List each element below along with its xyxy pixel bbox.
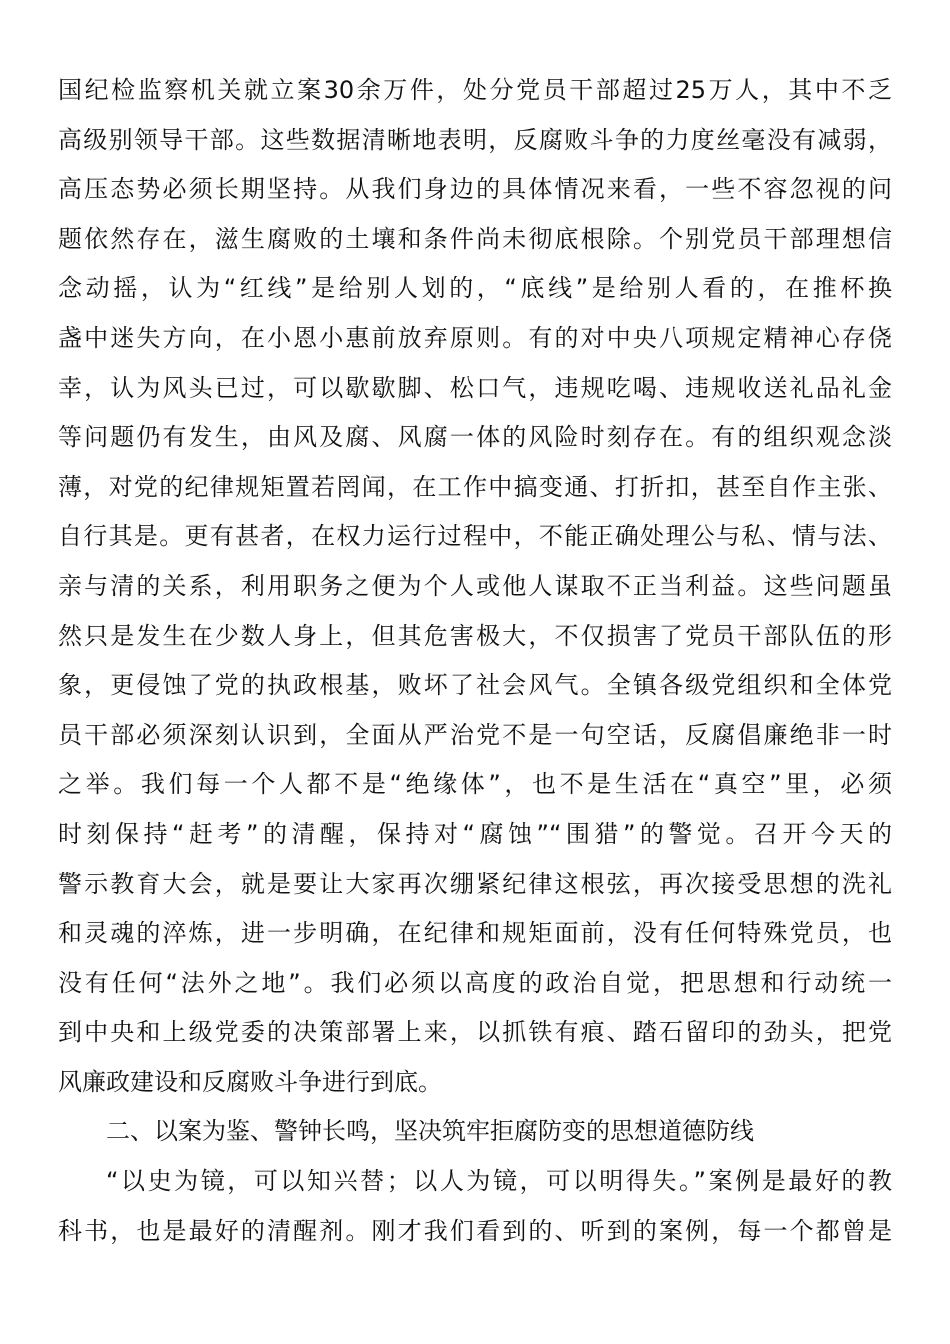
paragraph-line: 念动摇，认为“红线”是给别人划的，“底线”是给别人看的，在推杯换 — [58, 274, 892, 303]
section-heading: 二、以案为鉴、警钟长鸣，坚决筑牢拒腐防变的思想道德防线 — [106, 1117, 754, 1146]
paragraph-line: 题依然存在，滋生腐败的土壤和条件尚未彻底根除。个别党员干部理想信 — [58, 224, 892, 253]
paragraph-line: 到中央和上级党委的决策部署上来，以抓铁有痕、踏石留印的劲头，把党 — [58, 1018, 892, 1047]
paragraph-line: 国纪检监察机关就立案30余万件，处分党员干部超过25万人，其中不乏 — [58, 76, 892, 104]
paragraph-line: 员干部必须深刻认识到，全面从严治党不是一句空话，反腐倡廉绝非一时 — [58, 720, 892, 749]
paragraph-line: 时刻保持“赶考”的清醒，保持对“腐蚀”“围猎”的警觉。召开今天的 — [58, 819, 892, 848]
paragraph-last-line: 风廉政建设和反腐败斗争进行到底。 — [58, 1067, 442, 1096]
paragraph-line: 然只是发生在少数人身上，但其危害极大，不仅损害了党员干部队伍的形 — [58, 621, 892, 650]
paragraph-line: 高级别领导干部。这些数据清晰地表明，反腐败斗争的力度丝毫没有减弱， — [58, 125, 892, 154]
paragraph-line: 和灵魂的淬炼，进一步明确，在纪律和规矩面前，没有任何特殊党员，也 — [58, 919, 892, 948]
paragraph-line: 自行其是。更有甚者，在权力运行过程中，不能正确处理公与私、情与法、 — [58, 522, 892, 551]
paragraph-line: 没有任何“法外之地”。我们必须以高度的政治自觉，把思想和行动统一 — [58, 968, 892, 997]
paragraph-line: 幸，认为风头已过，可以歇歇脚、松口气，违规吃喝、违规收送礼品礼金 — [58, 373, 892, 402]
paragraph-line: 象，更侵蚀了党的执政根基，败坏了社会风气。全镇各级党组织和全体党 — [58, 671, 892, 700]
paragraph-line: 等问题仍有发生，由风及腐、风腐一体的风险时刻存在。有的组织观念淡 — [58, 423, 892, 452]
paragraph-line: “以史为镜，可以知兴替；以人为镜，可以明得失。”案例是最好的教 — [106, 1167, 892, 1196]
paragraph-line: 薄，对党的纪律规矩置若罔闻，在工作中搞变通、打折扣，甚至自作主张、 — [58, 472, 892, 501]
paragraph-line: 之举。我们每一个人都不是“绝缘体”，也不是生活在“真空”里，必须 — [58, 770, 892, 799]
paragraph-line: 科书，也是最好的清醒剂。刚才我们看到的、听到的案例，每一个都曾是 — [58, 1216, 892, 1245]
paragraph-line: 警示教育大会，就是要让大家再次绷紧纪律这根弦，再次接受思想的洗礼 — [58, 869, 892, 898]
paragraph-line: 亲与清的关系，利用职务之便为个人或他人谋取不正当利益。这些问题虽 — [58, 571, 892, 600]
document-page — [58, 66, 892, 1256]
paragraph-line: 高压态势必须长期坚持。从我们身边的具体情况来看，一些不容忽视的问 — [58, 175, 892, 204]
paragraph-line: 盏中迷失方向，在小恩小惠前放弃原则。有的对中央八项规定精神心存侥 — [58, 323, 892, 352]
